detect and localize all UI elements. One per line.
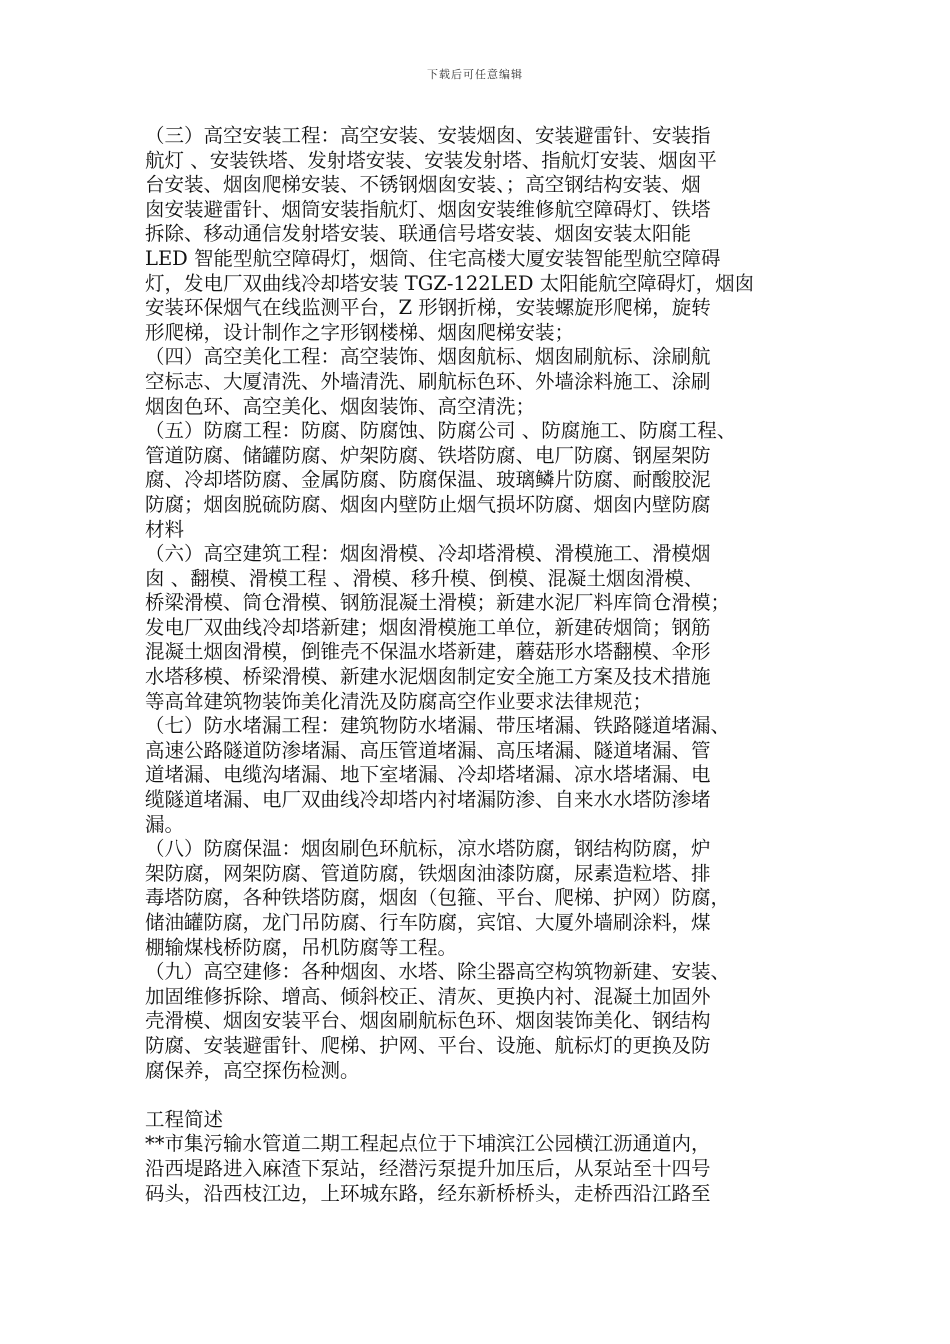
- text-line: 棚输煤栈桥防腐，吊机防腐等工程。: [145, 935, 458, 959]
- text-line: 缆隧道堵漏、电厂双曲线冷却塔内衬堵漏防渗、自来水水塔防渗堵: [145, 788, 711, 812]
- text-line: 管道防腐、储罐防腐、炉架防腐、铁塔防腐、电厂防腐、钢屋架防: [145, 443, 711, 467]
- page-header-note: 下载后可任意编辑: [427, 68, 523, 81]
- text-line: 架防腐，网架防腐、管道防腐，铁烟囱油漆防腐，尿素造粒塔、排: [145, 861, 711, 885]
- text-line: （三）高空安装工程：高空安装、安装烟囱、安装避雷针、安装指: [145, 124, 711, 147]
- text-line: 空标志、大厦清洗、外墙清洗、刷航标色环、外墙涂料施工、涂刷: [145, 369, 711, 393]
- text-line: （八）防腐保温：烟囱刷色环航标，凉水塔防腐，钢结构防腐，炉: [145, 837, 711, 861]
- text-line: 水塔移模、桥梁滑模、新建水泥烟囱制定安全施工方案及技术措施: [145, 665, 711, 689]
- text-line: （六）高空建筑工程：烟囱滑模、冷却塔滑模、滑模施工、滑模烟: [145, 542, 711, 566]
- text-line: 桥梁滑模、筒仓滑模、钢筋混凝土滑模；新建水泥厂料库筒仓滑模；: [145, 591, 731, 615]
- text-line: 腐、冷却塔防腐、金属防腐、防腐保温、玻璃鳞片防腐、耐酸胶泥: [145, 468, 711, 492]
- text-line: 囱 、翻模、滑模工程 、滑模、移升模、倒模、混凝土烟囱滑模、: [145, 566, 704, 590]
- text-line: 囱安装避雷针、烟筒安装指航灯、烟囱安装维修航空障碍灯、铁塔: [145, 197, 711, 221]
- text-line: 发电厂双曲线冷却塔新建；烟囱滑模施工单位，新建砖烟筒；钢筋: [145, 615, 711, 639]
- text-line: 台安装、烟囱爬梯安装、不锈钢烟囱安装、；高空钢结构安装、烟: [145, 173, 701, 197]
- text-line: 烟囱色环、高空美化、烟囱装饰、高空清洗；: [145, 394, 536, 418]
- text-line: 高速公路隧道防渗堵漏、高压管道堵漏、高压堵漏、隧道堵漏、管: [145, 738, 711, 762]
- text-line: 等高耸建筑物装饰美化清洗及防腐高空作业要求法律规范；: [145, 689, 653, 713]
- text-line: 沿西堤路进入麻渣下泵站，经潜污泵提升加压后，从泵站至十四号: [145, 1156, 711, 1180]
- section-heading: 工程简述: [145, 1107, 224, 1131]
- text-line: 防腐、安装避雷针、爬梯、护网、平台、设施、航标灯的更换及防: [145, 1033, 711, 1057]
- text-line: LED 智能型航空障碍灯，烟筒、住宅高楼大厦安装智能型航空障碍: [145, 246, 721, 270]
- text-line: 安装环保烟气在线监测平台，Z 形钢折梯，安装螺旋形爬梯，旋转: [145, 296, 711, 320]
- text-line: 拆除、移动通信发射塔安装、联通信号塔安装、烟囱安装太阳能: [145, 222, 692, 246]
- text-line: 形爬梯，设计制作之字形钢楼梯、烟囱爬梯安装；: [145, 320, 575, 344]
- text-line: 防腐；烟囱脱硫防腐、烟囱内壁防止烟气损坏防腐、烟囱内壁防腐: [145, 492, 711, 516]
- text-line: 道堵漏、电缆沟堵漏、地下室堵漏、冷却塔堵漏、凉水塔堵漏、电: [145, 763, 711, 787]
- text-line: 材料: [145, 517, 185, 541]
- text-line: 储油罐防腐，龙门吊防腐、行车防腐，宾馆、大厦外墙刷涂料，煤: [145, 911, 711, 934]
- text-line: 毒塔防腐，各种铁塔防腐，烟囱（包箍、平台、爬梯、护网）防腐，: [145, 886, 731, 910]
- text-line: 腐保养，高空探伤检测。: [145, 1058, 360, 1082]
- text-line: （五）防腐工程：防腐、防腐蚀、防腐公司 、防腐施工、防腐工程、: [145, 419, 737, 443]
- document-body: [145, 124, 825, 1206]
- text-line: 码头，沿西枝江边，上环城东路，经东新桥桥头，走桥西沿江路至: [145, 1181, 711, 1205]
- text-line: （七）防水堵漏工程：建筑物防水堵漏、带压堵漏、铁路隧道堵漏、: [145, 714, 731, 738]
- paragraph-spacer: [145, 1083, 825, 1108]
- text-line: **市集污输水管道二期工程起点位于下埔滨江公园横江沥通道内，: [145, 1132, 711, 1156]
- text-line: （四）高空美化工程：高空装饰、烟囱航标、烟囱刷航标、涂刷航: [145, 345, 711, 369]
- text-line: 漏。: [145, 812, 185, 836]
- text-line: 壳滑模、烟囱安装平台、烟囱刷航标色环、烟囱装饰美化、钢结构: [145, 1009, 711, 1033]
- text-line: （九）高空建修：各种烟囱、水塔、除尘器高空构筑物新建、安装、: [145, 960, 731, 984]
- text-line: 航灯 、安装铁塔、发射塔安装、安装发射塔、指航灯安装、烟囱平: [145, 148, 717, 172]
- text-line: 混凝土烟囱滑模，倒锥壳不保温水塔新建，蘑菇形水塔翻模、伞形: [145, 640, 711, 664]
- text-line: 加固维修拆除、增高、倾斜校正、清灰、更换内衬、混凝土加固外: [145, 984, 711, 1008]
- text-line: 灯，发电厂双曲线冷却塔安装 TGZ-122LED 太阳能航空障碍灯，烟囱: [145, 271, 755, 295]
